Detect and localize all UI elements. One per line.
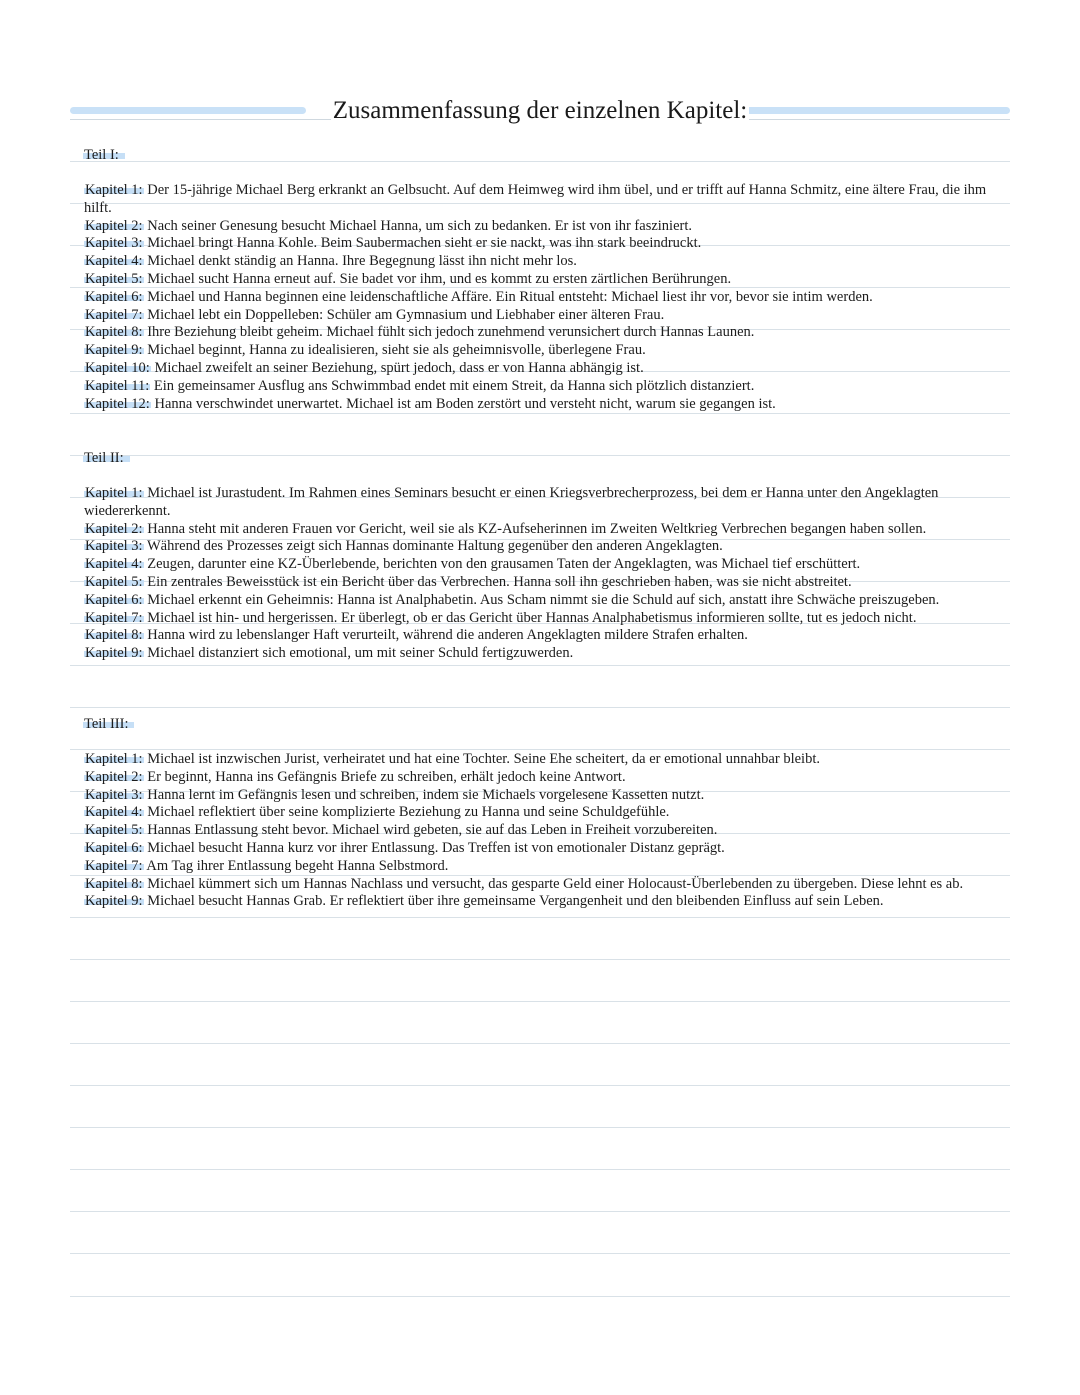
ruled-line (70, 917, 1010, 918)
chapter-item (84, 804, 994, 822)
chapter-item (84, 218, 994, 236)
chapter-text: Hanna verschwindet unerwartet. Michael ist am Boden zerstört und versteht nicht, warum sie gegangen ist. (154, 395, 776, 412)
chapter-label: Kapitel 2: (85, 768, 143, 785)
chapter-text: Michael besucht Hannas Grab. Er reflektiert über ihre gemeinsame Vergangenheit und den bleibenden Einfluss auf sein Leben. (147, 893, 884, 910)
chapter-item (84, 787, 994, 805)
chapter-label: Kapitel 5: (85, 270, 143, 287)
chapter-item (84, 858, 994, 876)
chapter-label: Kapitel 6: (85, 591, 143, 608)
chapter-label: Kapitel 6: (85, 839, 143, 856)
chapter-text: Michael besucht Hanna kurz vor ihrer Entlassung. Das Treffen ist von emotionaler Distanz geprägt. (147, 839, 725, 856)
chapter-item (84, 876, 994, 894)
chapter-item (84, 324, 994, 342)
chapter-list (84, 485, 994, 663)
chapter-text: Michael sucht Hanna erneut auf. Sie badet vor ihm, und es kommt zu ersten zärtlichen Berührungen. (147, 270, 732, 287)
chapter-item (84, 271, 994, 289)
chapter-label: Kapitel 8: (85, 627, 143, 644)
chapter-text: Hanna lernt im Gefängnis lesen und schreiben, indem sie Michaels vorgelesene Kassetten nutzt. (147, 786, 705, 803)
chapter-label: Kapitel 10: (85, 359, 150, 376)
chapter-item (84, 574, 994, 592)
ruled-line (70, 1296, 1010, 1297)
chapter-text: Michael distanziert sich emotional, um mit seiner Schuld fertigzuwerden. (147, 645, 574, 662)
chapter-text: Ein zentrales Beweisstück ist ein Bericht über das Verbrechen. Hanna soll ihn geschrieben haben, was sie nicht abstreitet. (147, 573, 852, 590)
chapter-label: Kapitel 4: (85, 556, 143, 573)
chapter-label: Kapitel 4: (85, 253, 143, 270)
chapter-item (84, 822, 994, 840)
page-title (70, 96, 1010, 126)
chapter-item (84, 485, 994, 521)
chapter-item (84, 307, 994, 325)
chapter-label: Kapitel 3: (85, 538, 143, 555)
chapter-item (84, 521, 994, 539)
ruled-line (70, 1043, 1010, 1044)
chapter-label: Kapitel 5: (85, 822, 143, 839)
chapter-list (84, 182, 994, 413)
chapter-text: Michael und Hanna beginnen eine leidenschaftliche Affäre. Ein Ritual entsteht: Michael liest ihr vor, bevor sie intim werden. (147, 288, 873, 305)
chapter-item (84, 592, 994, 610)
chapter-text: Michael ist inzwischen Jurist, verheiratet und hat eine Tochter. Seine Ehe scheitert, da er emotional unnahbar bleibt. (147, 751, 820, 767)
chapter-item (84, 610, 994, 628)
chapter-label: Kapitel 7: (85, 609, 143, 626)
chapter-label: Kapitel 1: (85, 751, 143, 767)
chapter-label: Kapitel 9: (85, 893, 143, 910)
chapter-label: Kapitel 1: (85, 182, 143, 198)
chapter-text: Michael denkt ständig an Hanna. Ihre Begegnung lässt ihn nicht mehr los. (147, 253, 577, 270)
chapter-item (84, 342, 994, 360)
ruled-line (70, 959, 1010, 960)
part-heading: Teil II: (83, 449, 130, 467)
ruled-line (70, 1169, 1010, 1170)
chapter-label: Kapitel 4: (85, 804, 143, 821)
chapter-text: Michael reflektiert über seine komplizierte Beziehung zu Hanna und seine Schuldgefühle. (147, 804, 670, 821)
chapter-label: Kapitel 7: (85, 306, 143, 323)
part-3 (84, 715, 994, 911)
chapter-item (84, 627, 994, 645)
chapter-label: Kapitel 8: (85, 875, 143, 892)
chapter-text: Der 15-jährige Michael Berg erkrankt an Gelbsucht. Auf dem Heimweg wird ihm übel, und er trifft auf Hanna Schmitz, eine ältere Frau, die ihm hilft. (84, 182, 987, 216)
ruled-line (70, 1001, 1010, 1002)
chapter-list (84, 751, 994, 911)
chapter-text: Michael erkennt ein Geheimnis: Hanna ist Analphabetin. Aus Scham nimmt sie die Schuld auf sich, anstatt ihre Schwäche preiszugeben. (147, 591, 940, 608)
chapter-item (84, 893, 994, 911)
chapter-item (84, 840, 994, 858)
chapter-label: Kapitel 11: (85, 377, 150, 394)
chapter-text: Michael bringt Hanna Kohle. Beim Saubermachen sieht er sie nackt, was ihn stark beeindruckt. (147, 235, 702, 252)
chapter-label: Kapitel 9: (85, 645, 143, 662)
chapter-text: Michael ist hin- und hergerissen. Er überlegt, ob er das Gericht über Hannas Analphabetismus informieren sollte, tut es jedoch nicht. (147, 609, 917, 626)
part-1 (84, 146, 994, 413)
chapter-text: Während des Prozesses zeigt sich Hannas dominante Haltung gegenüber den anderen Angeklagten. (146, 538, 723, 555)
part-heading: Teil I: (83, 146, 125, 164)
chapter-item (84, 182, 994, 218)
chapter-text: Michael lebt ein Doppelleben: Schüler am Gymnasium und Liebhaber einer älteren Frau. (147, 306, 665, 323)
ruled-line (70, 1085, 1010, 1086)
chapter-text: Michael beginnt, Hanna zu idealisieren, sieht sie als geheimnisvolle, überlegene Frau. (147, 342, 646, 359)
chapter-item (84, 396, 994, 414)
chapter-item (84, 378, 994, 396)
chapter-label: Kapitel 2: (85, 217, 143, 234)
ruled-line (70, 1211, 1010, 1212)
chapter-text: Hanna wird zu lebenslanger Haft verurteilt, während die anderen Angeklagten mildere Strafen erhalten. (147, 627, 748, 644)
chapter-label: Kapitel 3: (85, 786, 143, 803)
chapter-item (84, 769, 994, 787)
chapter-text: Am Tag ihrer Entlassung begeht Hanna Selbstmord. (146, 857, 449, 874)
chapter-text: Michael kümmert sich um Hannas Nachlass und versucht, das gesparte Geld einer Holocaust-Überlebenden zu übergeben. Diese lehnt es ab. (147, 875, 964, 892)
chapter-item (84, 360, 994, 378)
chapter-label: Kapitel 6: (85, 288, 143, 305)
chapter-item (84, 235, 994, 253)
chapter-text: Hanna steht mit anderen Frauen vor Gericht, weil sie als KZ-Aufseherinnen im Zweiten Weltkrieg Verbrechen begangen haben sollen. (147, 520, 927, 537)
chapter-text: Ihre Beziehung bleibt geheim. Michael fühlt sich jedoch zunehmend verunsichert durch Hannas Launen. (147, 324, 755, 341)
ruled-line (70, 665, 1010, 666)
chapter-label: Kapitel 5: (85, 573, 143, 590)
chapter-text: Nach seiner Genesung besucht Michael Hanna, um sich zu bedanken. Er ist von ihr fasziniert. (147, 217, 693, 234)
chapter-text: Hannas Entlassung steht bevor. Michael wird gebeten, sie auf das Leben in Freiheit vorzubereiten. (147, 822, 718, 839)
title-block (70, 96, 1010, 130)
chapter-label: Kapitel 7: (85, 857, 143, 874)
chapter-text: Michael zweifelt an seiner Beziehung, spürt jedoch, dass er von Hanna abhängig ist. (154, 359, 644, 376)
chapter-item (84, 253, 994, 271)
part-2 (84, 449, 994, 663)
part-heading: Teil III: (83, 715, 134, 733)
chapter-item (84, 538, 994, 556)
chapter-label: Kapitel 3: (85, 235, 143, 252)
chapter-item (84, 289, 994, 307)
chapter-item (84, 556, 994, 574)
page-title-text: Zusammenfassung der einzelnen Kapitel: (332, 97, 748, 124)
chapter-label: Kapitel 1: (85, 485, 143, 501)
ruled-line (70, 1253, 1010, 1254)
chapter-text: Zeugen, darunter eine KZ-Überlebende, berichten von den grausamen Taten der Angeklagten, was Michael tief erschüttert. (147, 556, 861, 573)
chapter-label: Kapitel 2: (85, 520, 143, 537)
chapter-text: Ein gemeinsamer Ausflug ans Schwimmbad endet mit einem Streit, da Hanna sich plötzlich distanziert. (153, 377, 755, 394)
chapter-label: Kapitel 9: (85, 342, 143, 359)
chapter-text: Er beginnt, Hanna ins Gefängnis Briefe zu schreiben, erhält jedoch keine Antwort. (147, 768, 626, 785)
chapter-text: Michael ist Jurastudent. Im Rahmen eines Seminars besucht er einen Kriegsverbrecherprozess, bei dem er Hanna unter den Angeklagten wiedererkennt. (84, 485, 939, 519)
chapter-item (84, 751, 994, 769)
chapter-label: Kapitel 12: (85, 395, 150, 412)
chapter-item (84, 645, 994, 663)
chapter-label: Kapitel 8: (85, 324, 143, 341)
ruled-line (70, 1127, 1010, 1128)
ruled-line (70, 707, 1010, 708)
